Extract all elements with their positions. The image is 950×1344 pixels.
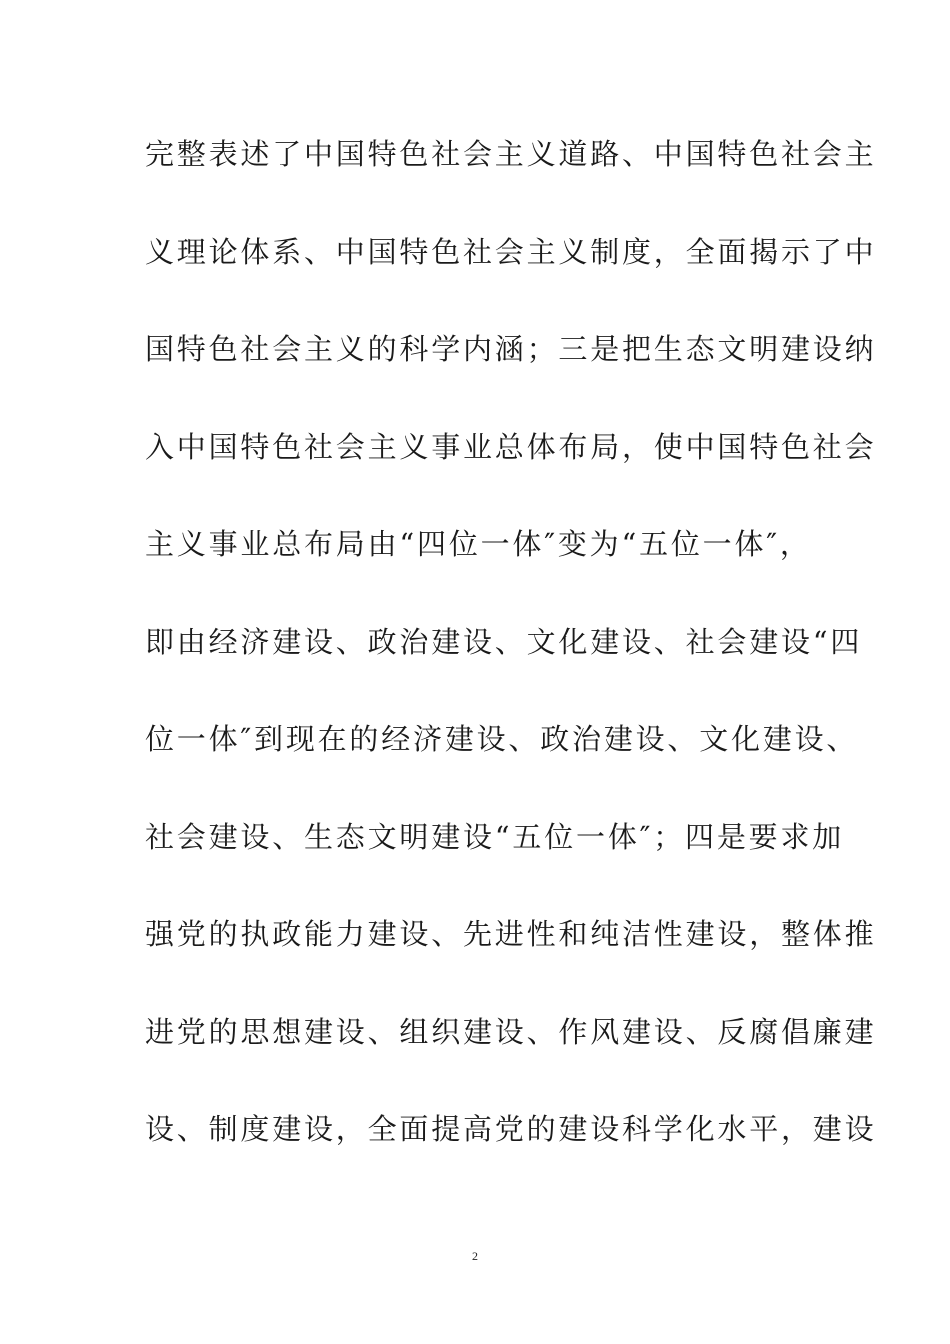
page-number: 2 xyxy=(472,1249,478,1263)
text-line: 国特色社会主义的科学内涵；三是把生态文明建设纳 xyxy=(145,332,877,366)
text-line: 强党的执政能力建设、先进性和纯洁性建设，整体推 xyxy=(145,917,877,951)
text-line: 位一体″到现在的经济建设、政治建设、文化建设、 xyxy=(145,722,859,756)
text-line: 即由经济建设、政治建设、文化建设、社会建设“四 xyxy=(145,624,863,659)
text-line: 设、制度建设，全面提高党的建设科学化水平，建设 xyxy=(145,1112,877,1146)
text-line: 义理论体系、中国特色社会主义制度，全面揭示了中 xyxy=(145,234,877,269)
text-line: 入中国特色社会主义事业总体布局，使中国特色社会 xyxy=(145,429,877,464)
text-line: 主义事业总布局由“四位一体″变为“五位一体″， xyxy=(145,527,812,561)
body-text xyxy=(145,121,877,1194)
text-line: 进党的思想建设、组织建设、作风建设、反腐倡廉建 xyxy=(145,1014,877,1049)
text-line: 完整表述了中国特色社会主义道路、中国特色社会主 xyxy=(145,137,877,171)
text-line: 社会建设、生态文明建设“五位一体″；四是要求加 xyxy=(145,819,845,854)
